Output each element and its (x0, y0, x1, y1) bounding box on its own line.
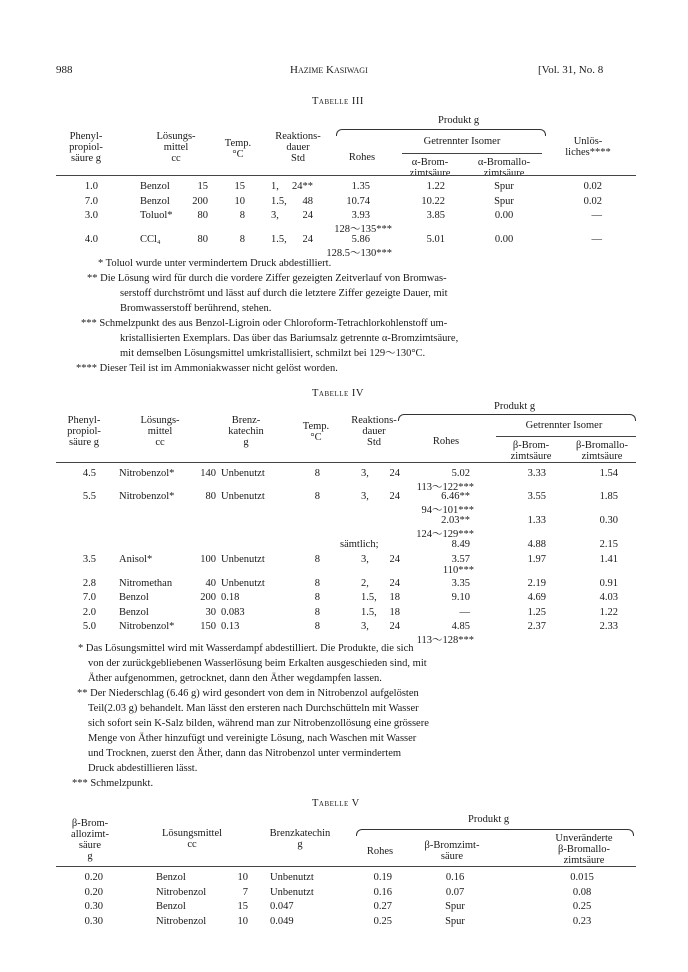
t5-cell-b-brom: 0.16 (445, 872, 465, 883)
t3-col-getrennt: Getrennter Isomer (423, 136, 501, 147)
t4-cell-brenzkatechin: Unbenutzt (221, 578, 265, 589)
t3-cell-lm: Benzol (140, 196, 170, 207)
t4-cell-b-brom: 3.33 (527, 468, 546, 479)
t3-note-line: ** Die Lösung wird für durch die vordere Ziffer gezeigten Zeitverlauf von Bromwas- (87, 273, 447, 284)
t3-cell-cc: 80 (197, 210, 208, 221)
t4-cell-dauer1: 3, (361, 491, 369, 502)
t3-cell-dauer2: 24** (292, 181, 313, 192)
t3-cell-a-allo: Spur (494, 196, 514, 207)
t4-cell-b-brom: 3.55 (527, 491, 546, 502)
t4-cell-temp: 8 (314, 607, 320, 618)
t3-cell-phenyl: 3.0 (84, 210, 98, 221)
t4-cell-dauer2: 24 (389, 621, 400, 632)
t4-col-temp: Temp. °C (302, 421, 330, 443)
t3-produkt-header: Produkt g (438, 115, 480, 126)
t3-col-a-allo: α-Bromallo- zimtsäure (477, 157, 531, 179)
t5-cell-cc: 10 (237, 872, 248, 883)
t5-cell-b-brom: 0.07 (445, 887, 465, 898)
t4-cell-dauer1: 3, (361, 621, 369, 632)
t4-cell-b-brom: 1.25 (527, 607, 546, 618)
t4-cell-lm: Benzol (119, 592, 149, 603)
t4-cell-schmelzpunkt: 113～128*** (416, 635, 474, 646)
t3-cell-unloes: 0.02 (583, 196, 602, 207)
t4-cell-cc: 40 (205, 578, 216, 589)
t3-note-line: serstoff durchströmt und lässt auf durch die letztere Ziffer gezeigte Dauer, mit (120, 288, 448, 299)
t5-header-rule (56, 866, 636, 867)
t5-cell-brenzkatechin: Unbenutzt (270, 887, 314, 898)
t4-cell-lm: Nitrobenzol* (119, 621, 175, 632)
t4-cell-cc: 200 (200, 592, 216, 603)
t3-note-line: **** Dieser Teil ist im Ammoniakwasser nicht gelöst worden. (76, 363, 338, 374)
t4-note-line: *** Schmelzpunkt. (72, 778, 154, 789)
t4-col-loesungsmittel: Lösungs- mittel cc (140, 415, 180, 448)
t4-col-dauer: Reaktions- dauer Std (351, 415, 397, 448)
t5-cell-lm: Benzol (156, 901, 186, 912)
t3-cell-a-brom: 1.22 (426, 181, 445, 192)
t3-cell-phenyl: 4.0 (84, 234, 98, 245)
t3-cell-lm: CCl₄ (140, 234, 161, 245)
t5-cell-lm: Nitrobenzol (156, 887, 207, 898)
t3-cell-lm: Toluol* (140, 210, 173, 221)
t4-cell-cc: 140 (200, 468, 216, 479)
t4-cell-rohes: 4.85 (451, 621, 470, 632)
t4-cell-cc: 100 (200, 554, 216, 565)
t3-cell-rohes: 3.93 (351, 210, 370, 221)
t3-col-loesungsmittel: Lösungs- mittel cc (156, 131, 196, 164)
t3-note-line: kristallisierten Exemplars. Das über das Bariumsalz getrennte α-Bromzimtsäure, (120, 333, 459, 344)
t3-getrennt-rule (402, 153, 542, 154)
t4-cell-phenyl: 3.5 (82, 554, 96, 565)
t5-cell-rohes: 0.25 (373, 916, 392, 927)
t4-cell-lm: Nitromethan (119, 578, 173, 589)
t5-cell-b-allo: 0.20 (84, 887, 103, 898)
page-number: 988 (56, 64, 73, 76)
t4-cell-dauer2: 18 (389, 607, 400, 618)
t5-produkt-header: Produkt g (468, 814, 510, 825)
t4-cell-b-allo: 2.33 (599, 621, 618, 632)
t4-cell-cc: 80 (205, 491, 216, 502)
t4-cell-lm: Anisol* (119, 554, 153, 565)
t5-cell-unveraendert: 0.23 (572, 916, 592, 927)
t3-cell-rohes: 5.86 (351, 234, 370, 245)
table-4-title: Tabelle IV (312, 388, 364, 399)
t3-cell-dauer2: 24 (302, 210, 313, 221)
t4-cell-b-brom: 4.69 (527, 592, 546, 603)
t3-note-line: * Toluol wurde unter vermindertem Druck abdestilliert. (98, 258, 332, 269)
t3-cell-temp: 8 (239, 210, 245, 221)
t3-cell-unloes: 0.02 (583, 181, 602, 192)
t3-cell-cc: 200 (192, 196, 208, 207)
t3-cell-dauer2: 48 (302, 196, 313, 207)
t3-cell-a-allo: 0.00 (494, 210, 514, 221)
t4-col-b-allo: β-Bromallo- zimtsäure (576, 440, 628, 462)
t5-col-b-allo: β-Brom- allozimt- säure g (71, 818, 109, 862)
t4-note-line: Druck abdestillieren lässt. (88, 763, 198, 774)
table-3-title: Tabelle III (312, 96, 364, 107)
t3-cell-temp: 15 (234, 181, 245, 192)
t3-cell-unloes: — (591, 210, 602, 221)
t5-cell-b-brom: Spur (445, 901, 465, 912)
t3-cell-cc: 80 (197, 234, 208, 245)
t3-cell-phenyl: 1.0 (84, 181, 98, 192)
t4-cell-b-allo: 2.15 (599, 539, 618, 550)
t3-col-rohes: Rohes (348, 152, 376, 163)
t4-cell-phenyl: 5.0 (82, 621, 96, 632)
t4-cell-lm: Nitrobenzol* (119, 468, 175, 479)
t4-cell-brenzkatechin: Unbenutzt (221, 468, 265, 479)
t4-cell-b-allo: 1.85 (599, 491, 618, 502)
t4-cell-rohes: 6.46** (441, 491, 470, 502)
t3-cell-schmelzpunkt: 128.5～130*** (326, 248, 392, 259)
t4-note-line: von der zurückgebliebenen Wasserlösung beim Erkalten ausgeschieden sind, mit (88, 658, 427, 669)
t4-cell-phenyl: 5.5 (82, 491, 96, 502)
t4-cell-brenzkatechin: 0.18 (221, 592, 240, 603)
t4-cell-dauer1: 1.5, (361, 607, 377, 618)
t4-cell-dauer1: 3, (361, 468, 369, 479)
t4-cell-rohes: 2.03** (441, 515, 470, 526)
t4-cell-brenzkatechin: Unbenutzt (221, 491, 265, 502)
t3-cell-rohes: 10.74 (346, 196, 370, 207)
t4-cell-temp: 8 (314, 578, 320, 589)
t4-cell-phenyl: 4.5 (82, 468, 96, 479)
t4-cell-brenzkatechin: Unbenutzt (221, 554, 265, 565)
t4-note-line: * Das Lösungsmittel wird mit Wasserdampf abdestilliert. Die Produkte, die sich (78, 643, 414, 654)
t4-note-line: sich sofort sein K-Salz bilden, während man zur Nitrobenzollösung eine grössere (88, 718, 429, 729)
t3-cell-dauer2: 24 (302, 234, 313, 245)
t4-cell-b-brom: 1.97 (527, 554, 546, 565)
t4-cell-rohes: — (459, 607, 470, 618)
t4-cell-brenzkatechin: 0.13 (221, 621, 240, 632)
t4-cell-phenyl: 7.0 (82, 592, 96, 603)
t4-header-rule (56, 462, 636, 463)
t4-cell-schmelzpunkt: 110*** (442, 565, 474, 576)
t4-note-line: Menge von Äther hinzufügt und vereinigte Lösung, nach Waschen mit Wasser (88, 733, 417, 744)
t4-cell-dauer1: sämtlich; (340, 539, 379, 550)
t3-cell-phenyl: 7.0 (84, 196, 98, 207)
t4-cell-temp: 8 (314, 554, 320, 565)
t4-cell-brenzkatechin: 0.083 (221, 607, 245, 618)
t5-cell-unveraendert: 0.25 (572, 901, 592, 912)
t3-produkt-brace (336, 129, 546, 136)
t4-cell-rohes: 3.35 (451, 578, 470, 589)
t4-note-line: und Trocknen, zuerst den Äther, dann das Nitrobenzol unter vermindertem (88, 748, 402, 759)
t3-cell-temp: 10 (234, 196, 245, 207)
t4-cell-dauer1: 2, (361, 578, 369, 589)
t4-cell-phenyl: 2.0 (82, 607, 96, 618)
t4-col-b-brom: β-Brom- zimtsäure (510, 440, 552, 462)
t3-cell-dauer1: 1.5, (271, 234, 287, 245)
t4-note-line: Äther aufgenommen, getrocknet, dann den Äther wegdampfen lassen. (88, 673, 382, 684)
t4-col-brenzkatechin: Brenz- katechin g (228, 415, 264, 448)
t5-cell-unveraendert: 0.015 (570, 872, 594, 883)
t4-cell-schmelzpunkt: 94～101*** (421, 505, 474, 516)
t3-cell-a-brom: 5.01 (426, 234, 445, 245)
t3-cell-cc: 15 (197, 181, 208, 192)
table-5-title: Tabelle V (312, 798, 360, 809)
t4-cell-b-allo: 1.54 (599, 468, 618, 479)
t4-note-line: ** Der Niederschlag (6.46 g) wird gesondert von dem in Nitrobenzol aufgelösten (77, 688, 419, 699)
t4-cell-dauer2: 24 (389, 468, 400, 479)
t5-cell-lm: Benzol (156, 872, 186, 883)
t4-cell-dauer1: 1.5, (361, 592, 377, 603)
t5-cell-cc: 10 (237, 916, 248, 927)
t5-cell-lm: Nitrobenzol (156, 916, 207, 927)
t4-cell-schmelzpunkt: 113～122*** (416, 482, 474, 493)
t4-cell-temp: 8 (314, 592, 320, 603)
t4-cell-rohes: 9.10 (451, 592, 470, 603)
t3-note-line: mit demselben Lösungsmittel umkristallisiert, schmilzt bei 129～130°C. (120, 348, 426, 359)
t4-cell-rohes: 3.57 (451, 554, 470, 565)
t4-cell-b-allo: 0.91 (599, 578, 618, 589)
t3-cell-lm: Benzol (140, 181, 170, 192)
t4-getrennt-rule (496, 436, 636, 437)
t4-cell-dauer2: 18 (389, 592, 400, 603)
running-author: Hazime Kasiwagi (290, 64, 368, 76)
t4-cell-b-brom: 2.37 (527, 621, 546, 632)
t3-cell-dauer1: 1.5, (271, 196, 287, 207)
t4-cell-rohes: 5.02 (451, 468, 470, 479)
t5-cell-b-allo: 0.20 (84, 872, 103, 883)
t3-cell-rohes: 1.35 (351, 181, 370, 192)
t3-col-phenyl: Phenyl- propiol- säure g (69, 131, 103, 164)
t3-cell-unloes: — (591, 234, 602, 245)
t3-col-dauer: Reaktions- dauer Std (275, 131, 321, 164)
t3-col-a-brom: α-Brom- zimtsäure (409, 157, 451, 179)
t5-cell-brenzkatechin: 0.049 (270, 916, 294, 927)
t4-col-getrennt: Getrennter Isomer (525, 420, 603, 431)
t4-note-line: Teil(2.03 g) behandelt. Man lässt den ersteren nach Durchschütteln mit Wasser (88, 703, 419, 714)
t3-cell-a-brom: 10.22 (421, 196, 445, 207)
t4-cell-phenyl: 2.8 (82, 578, 96, 589)
t4-cell-b-allo: 0.30 (599, 515, 618, 526)
t4-cell-cc: 150 (200, 621, 216, 632)
t5-col-rohes: Rohes (366, 846, 394, 857)
t4-col-rohes: Rohes (432, 436, 460, 447)
t4-col-phenyl: Phenyl- propiol- säure g (67, 415, 101, 448)
t5-cell-cc: 15 (237, 901, 248, 912)
t4-produkt-header: Produkt g (494, 401, 536, 412)
t4-cell-dauer2: 24 (389, 554, 400, 565)
t4-cell-dauer2: 24 (389, 491, 400, 502)
t3-cell-dauer1: 3, (271, 210, 279, 221)
t4-cell-rohes: 8.49 (451, 539, 470, 550)
t3-note-line: Bromwasserstoff berührend, stehen. (120, 303, 272, 314)
t5-cell-rohes: 0.16 (373, 887, 392, 898)
t3-cell-dauer1: 1, (271, 181, 279, 192)
t3-col-temp: Temp. °C (224, 138, 252, 160)
t4-cell-dauer2: 24 (389, 578, 400, 589)
t4-cell-temp: 8 (314, 621, 320, 632)
t4-cell-cc: 30 (205, 607, 216, 618)
t5-col-unveraendert: Unveränderte β-Bromallo- zimtsäure (555, 833, 613, 866)
t3-cell-schmelzpunkt: 128～135*** (334, 224, 392, 235)
t3-col-unloes: Unlös- liches**** (565, 136, 611, 158)
t4-cell-b-brom: 2.19 (527, 578, 546, 589)
t4-cell-dauer1: 3, (361, 554, 369, 565)
running-volume: [Vol. 31, No. 8 (538, 64, 604, 76)
t5-cell-unveraendert: 0.08 (572, 887, 592, 898)
t4-cell-b-allo: 1.41 (599, 554, 618, 565)
t5-cell-brenzkatechin: 0.047 (270, 901, 294, 912)
t3-cell-a-allo: Spur (494, 181, 514, 192)
t5-cell-rohes: 0.27 (373, 901, 392, 912)
t5-col-loesungsmittel: Lösungsmittel cc (161, 828, 223, 850)
t5-col-b-brom: β-Bromzimt- säure (424, 840, 480, 862)
t3-header-rule (56, 175, 636, 176)
t4-cell-b-allo: 4.03 (599, 592, 618, 603)
t3-note-line: *** Schmelzpunkt des aus Benzol-Ligroin oder Chloroform-Tetrachlorkohlenstoff um- (81, 318, 448, 329)
t3-cell-a-allo: 0.00 (494, 234, 514, 245)
t4-cell-b-brom: 1.33 (527, 515, 546, 526)
t4-cell-temp: 8 (314, 468, 320, 479)
t5-cell-brenzkatechin: Unbenutzt (270, 872, 314, 883)
t4-cell-b-allo: 1.22 (599, 607, 618, 618)
t5-cell-cc: 7 (242, 887, 248, 898)
t4-cell-temp: 8 (314, 491, 320, 502)
t5-cell-b-brom: Spur (445, 916, 465, 927)
t4-cell-schmelzpunkt: 124～129*** (416, 529, 474, 540)
t5-cell-rohes: 0.19 (373, 872, 392, 883)
t3-cell-temp: 8 (239, 234, 245, 245)
t5-col-brenzkatechin: Brenzkatechin g (269, 828, 331, 850)
t4-cell-lm: Benzol (119, 607, 149, 618)
t3-cell-a-brom: 3.85 (426, 210, 445, 221)
t4-cell-lm: Nitrobenzol* (119, 491, 175, 502)
t5-cell-b-allo: 0.30 (84, 901, 103, 912)
t4-cell-b-brom: 4.88 (527, 539, 546, 550)
t5-cell-b-allo: 0.30 (84, 916, 103, 927)
